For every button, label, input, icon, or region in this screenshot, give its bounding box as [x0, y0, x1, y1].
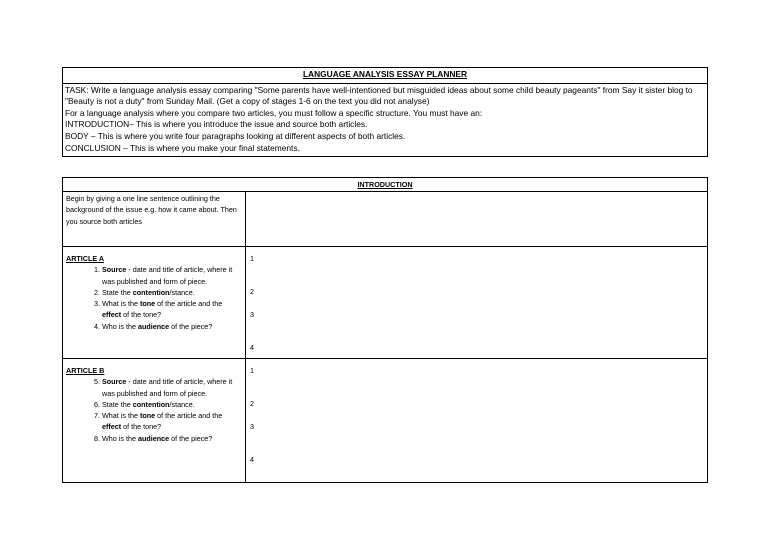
answer-number: 3	[250, 421, 254, 431]
structure-note: For a language analysis where you compare two articles, you must follow a specific structure. You must have an:	[65, 107, 483, 118]
planner-title-row	[63, 68, 708, 84]
article-a-title: ARTICLE A	[66, 254, 105, 263]
article-b-row	[63, 359, 708, 483]
answer-number: 3	[250, 309, 254, 319]
question-item: 3. What is the tone of the article and the effect of the tone?	[102, 298, 242, 321]
essay-planner-table	[62, 67, 708, 157]
article-b-numbers	[250, 365, 703, 465]
article-a-prompt	[63, 247, 246, 359]
background-answer-cell[interactable]	[246, 192, 708, 247]
introduction-line: INTRODUCTION– This is where you introduce the issue and source both articles.	[65, 119, 368, 130]
article-b-prompt	[63, 359, 246, 483]
planner-body-row	[63, 83, 708, 157]
answer-number: 2	[250, 399, 254, 409]
article-a-row	[63, 247, 708, 359]
question-item: 8. Who is the audience of the piece?	[102, 433, 242, 444]
planner-body	[63, 83, 708, 157]
intro-title-row	[63, 178, 708, 192]
article-b-title: ARTICLE B	[66, 366, 105, 375]
answer-number: 1	[250, 366, 254, 375]
article-a-answer-cell[interactable]	[246, 247, 708, 359]
question-item: 6. State the contention/stance.	[102, 399, 242, 410]
planner-title: LANGUAGE ANALYSIS ESSAY PLANNER	[63, 68, 708, 84]
intro-title: INTRODUCTION	[63, 178, 708, 192]
article-b-list	[66, 376, 242, 444]
question-item: 7. What is the tone of the article and the effect of the tone?	[102, 410, 242, 433]
background-prompt: Begin by giving a one line sentence outlining the background of the issue e.g. how it came about. Then you source both articles	[63, 192, 246, 247]
task-text: TASK: Write a language analysis essay comparing "Some parents have well-intentioned but misguided ideas about some child beauty pageants" from Say it sister blog to "Beauty is not a duty" from Sunday Mail. (Get a copy of stages 1-6 on the text you did not analyse)	[65, 84, 693, 107]
question-item: 4. Who is the audience of the piece?	[102, 321, 242, 332]
answer-number: 1	[250, 254, 254, 263]
answer-number: 4	[250, 342, 254, 352]
article-a-list	[66, 264, 242, 332]
question-item: 5. Source - date and title of article, where it was published and form of piece.	[102, 376, 242, 399]
answer-number: 2	[250, 287, 254, 297]
question-item: 2. State the contention/stance.	[102, 287, 242, 298]
introduction-table	[62, 177, 708, 483]
article-b-answer-cell[interactable]	[246, 359, 708, 483]
answer-number: 4	[250, 454, 254, 464]
article-a-numbers	[250, 253, 703, 353]
body-line: BODY – This is where you write four paragraphs looking at different aspects of both articles.	[65, 130, 406, 141]
question-item: 1. Source - date and title of article, where it was published and form of piece.	[102, 264, 242, 287]
background-row	[63, 192, 708, 247]
conclusion-line: CONCLUSION – This is where you make your final statements.	[65, 142, 300, 153]
